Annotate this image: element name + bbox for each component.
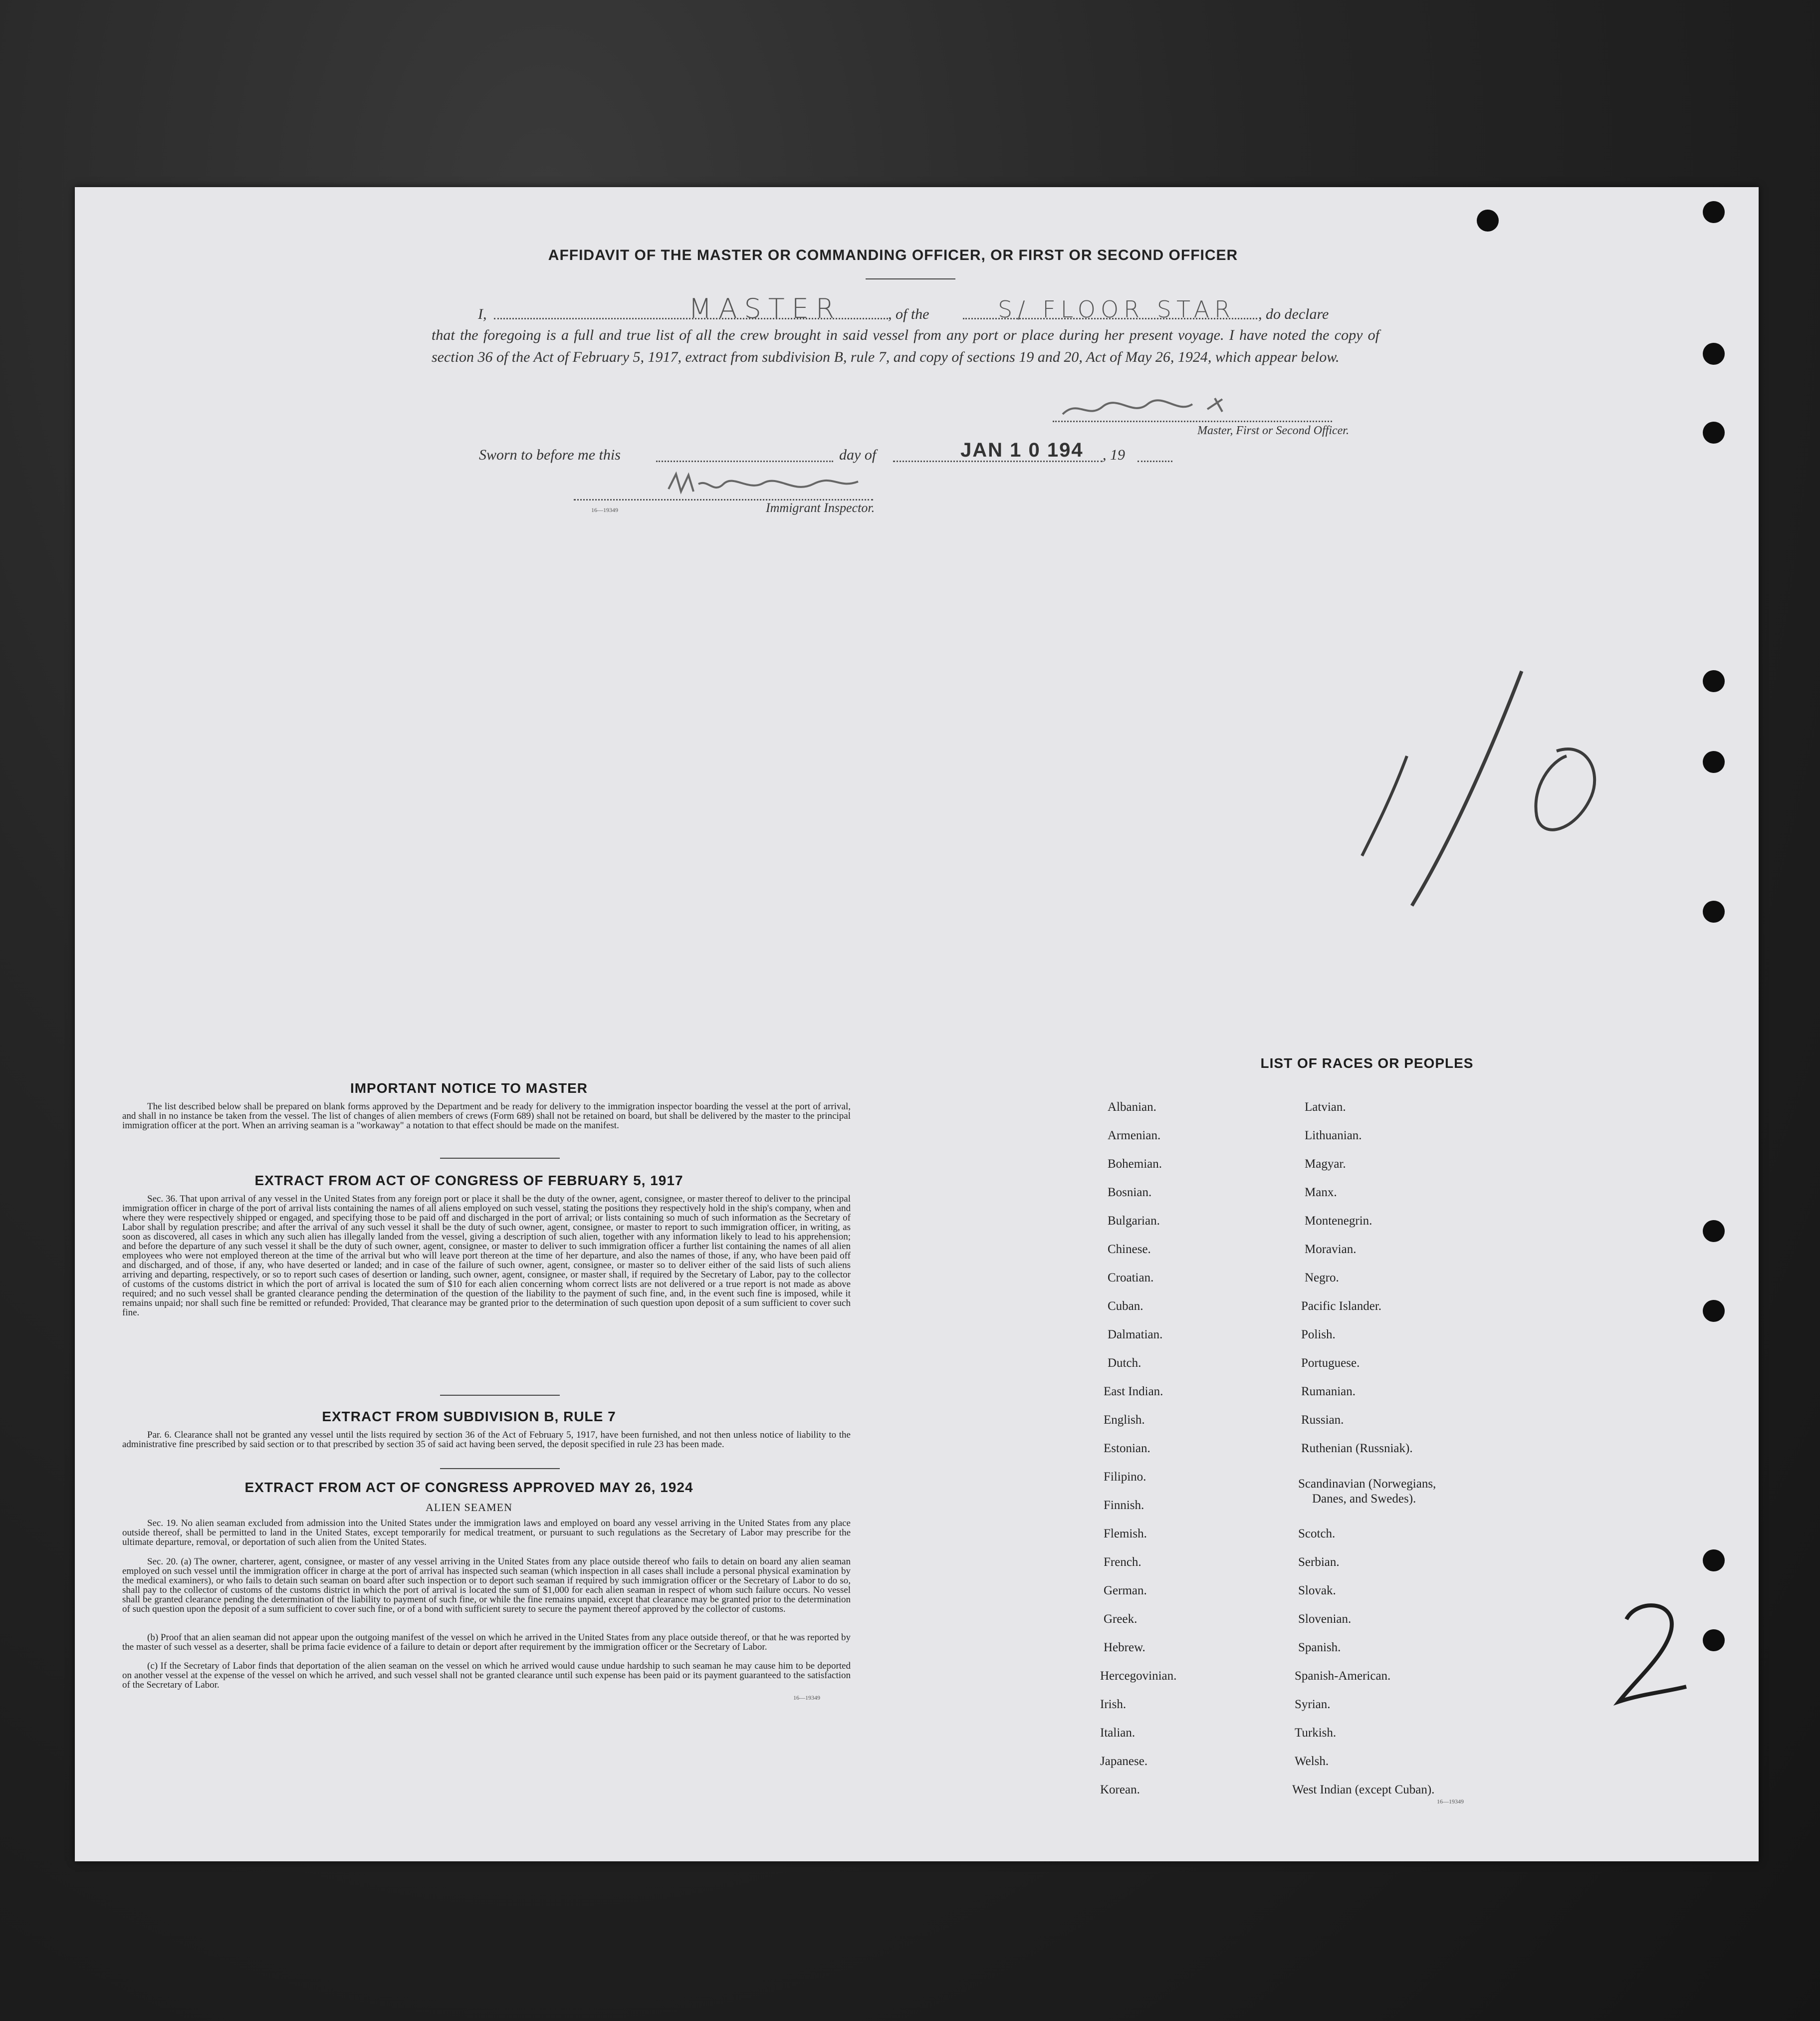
signature-line: [1053, 421, 1332, 422]
race-item: Ruthenian (Russniak).: [1301, 1442, 1413, 1455]
race-item: Turkish.: [1295, 1726, 1337, 1740]
race-item: Armenian.: [1108, 1129, 1161, 1142]
punch-hole: [1703, 1549, 1725, 1571]
signer-caption: Master, First or Second Officer.: [1197, 424, 1349, 437]
race-item: Russian.: [1301, 1413, 1344, 1427]
race-item: Korean.: [1100, 1783, 1140, 1796]
race-item: Scandinavian (Norwegians,: [1298, 1477, 1436, 1491]
races-title: LIST OF RACES OR PEOPLES: [1260, 1055, 1474, 1071]
race-item: Hebrew.: [1104, 1641, 1145, 1654]
subdivision-b-body: Par. 6. Clearance shall not be granted any vessel until the lists required by section 36 of the Act of February 5, 1917, have been furnished, and not then unless notice of liability to the administrative fine prescribed by said section or to that prescribed by section 35 of said act having been served, the deposit specified in rule 23 has been made.: [122, 1430, 851, 1450]
race-item: Bohemian.: [1108, 1157, 1162, 1171]
race-item: Estonian.: [1104, 1442, 1150, 1455]
race-item: Serbian.: [1298, 1555, 1340, 1569]
declaration-suffix: , do declare: [1258, 306, 1329, 322]
race-item: Chinese.: [1108, 1243, 1151, 1256]
race-item: Italian.: [1100, 1726, 1136, 1740]
sworn-day-line: [656, 461, 833, 462]
race-item: Albanian.: [1108, 1100, 1156, 1114]
race-item: Filipino.: [1104, 1470, 1146, 1484]
affidavit-title: AFFIDAVIT OF THE MASTER OR COMMANDING OFFICER, OR FIRST OR SECOND OFFICER: [548, 247, 1238, 263]
race-item: Greek.: [1104, 1612, 1138, 1626]
sec-20c-body: (c) If the Secretary of Labor finds that deportation of the alien seaman on the vessel on which he arrived would cause undue hardship to such seaman he may cause him to be deported on another vessel at the expense of the vessel on which he arrived, and such vessel shall not be granted clearance until such expense has been paid or its payment guaranteed to the satisfaction of the Secretary of Labor.: [122, 1661, 851, 1690]
race-item: Hercegovinian.: [1100, 1669, 1177, 1683]
punch-hole: [1703, 901, 1725, 923]
sworn-year: , 19: [1103, 447, 1125, 463]
punch-hole: [1703, 1629, 1725, 1651]
declaration-body: that the foregoing is a full and true list of all the crew brought in said vessel from any port or place during her present voyage. I have noted the copy of section 36 of the Act of February 5, 1917, extract from subdivision B, rule 7, and copy of sections 19 and 20, Act of May 26, 1924, which appear below.: [432, 327, 1379, 365]
race-item: Scotch.: [1298, 1527, 1336, 1540]
handwritten-vessel: S/ FLOOR STAR: [998, 296, 1235, 323]
section-rule: [440, 1468, 560, 1469]
form-number: 16—19349: [591, 506, 618, 513]
race-item: Rumanian.: [1301, 1385, 1356, 1398]
punch-hole: [1703, 751, 1725, 773]
declaration-prefix: I,: [478, 306, 487, 322]
race-item: Dalmatian.: [1108, 1328, 1163, 1341]
race-item: Latvian.: [1305, 1100, 1346, 1114]
punch-hole: [1703, 1220, 1725, 1242]
notice-body: The list described below shall be prepared on blank forms approved by the Department and be ready for delivery to the immigration inspector boarding the vessel at the port of arrival, and shall in no instance be taken from the vessel. The list of changes of alien members of crews (Form 689) shall not be retained on board, but shall be delivered by the master to the principal immigration officer at the port. When an arriving seaman is a "workaway" a notation to that effect should be made on the manifest.: [122, 1101, 851, 1131]
race-item: Magyar.: [1305, 1157, 1346, 1171]
document-page: [75, 187, 1759, 1861]
sec-19-body: Sec. 19. No alien seaman excluded from admission into the United States under the immigration laws and employed on board any vessel arriving in the United States from any place outside thereof, shall be permitted to land in the United States, except temporarily for medical treatment, or pursuant to such regulations as the Secretary of Labor may prescribe for the ultimate departure, removal, or deportation of such alien from the United States.: [122, 1518, 851, 1547]
sworn-day-label: day of: [839, 447, 877, 463]
race-item: English.: [1104, 1413, 1145, 1427]
race-item: Pacific Islander.: [1301, 1299, 1382, 1313]
race-item: Cuban.: [1108, 1299, 1143, 1313]
title-rule: [866, 278, 955, 279]
notice-title: IMPORTANT NOTICE TO MASTER: [350, 1080, 588, 1096]
race-item: Bosnian.: [1108, 1186, 1152, 1199]
race-item: Flemish.: [1104, 1527, 1147, 1540]
race-item: Irish.: [1100, 1698, 1127, 1711]
race-item: Bulgarian.: [1108, 1214, 1160, 1228]
race-item: Moravian.: [1305, 1243, 1357, 1256]
punch-hole: [1703, 343, 1725, 365]
race-item: Japanese.: [1100, 1755, 1148, 1768]
punch-hole: [1703, 201, 1725, 223]
race-item: Danes, and Swedes).: [1312, 1492, 1416, 1506]
punch-hole: [1477, 210, 1499, 232]
race-item: Welsh.: [1295, 1755, 1329, 1768]
section-rule: [440, 1158, 560, 1159]
sworn-prefix: Sworn to before me this: [479, 447, 621, 463]
race-item: Lithuanian.: [1305, 1129, 1362, 1142]
race-item: German.: [1104, 1584, 1147, 1597]
sworn-year-line: [1138, 461, 1172, 462]
form-number: 16—19349: [793, 1694, 820, 1701]
declaration-mid: , of the: [888, 306, 929, 322]
handwritten-page-number: [1611, 1594, 1691, 1709]
race-item: Spanish.: [1298, 1641, 1341, 1654]
master-signature: [1058, 389, 1292, 424]
extract-1917-body: Sec. 36. That upon arrival of any vessel in the United States from any foreign port or place it shall be the duty of the owner, agent, consignee, or master thereof to deliver to the principal immigration officer in charge of the port of arrival lists containing the names of all aliens employed on such vessel, stating the positions they respectively hold in the ship's company, when and where they were respectively shipped or engaged, and specifying those to be paid off and discharged in the port of arrival; or lists containing so much of such information as the Secretary of Labor shall by regulation prescribe; and after the arrival of any such vessel it shall be the duty of such owner, agent, consignee, or master to report to such immigration officer, in writing, as soon as discovered, all cases in which any such alien has illegally landed from the vessel, giving a description of such alien, together with any information likely to lead to his apprehension; and before the departure of any such vessel it shall be the duty of such owner, agent, consignee, or master to deliver to such immigration officer a further list containing the names of all alien employees who were not employed thereon at the time of the arrival but who will leave port thereon at the time of her departure, and also the names of those, if any, who have been paid off and discharged, and of those, if any, who have deserted or landed; and in case of the failure of such owner, agent, consignee, or master so to deliver either of the said lists of such aliens arriving and departing, respectively, or so to report such cases of desertion or landing, such owner, agent, consignee, or master shall, if required by the Secretary of Labor, pay to the collector of customs of the customs district in which the port of arrival is located the sum of $10 for each alien concerning whom correct lists are not delivered or a true report is not made as above required; and no such vessel shall be granted clearance pending the determination of the question of the liability to the payment of such fine, and, in the event such fine is imposed, while it remains unpaid; nor shall such fine be remitted or refunded: Provided, That clearance may be granted prior to the determination of such question upon deposit of a sum sufficient to cover such fine.: [122, 1194, 851, 1318]
subdivision-b-title: EXTRACT FROM SUBDIVISION B, RULE 7: [322, 1409, 616, 1424]
alien-seamen-subtitle: ALIEN SEAMEN: [426, 1501, 512, 1514]
date-stamp: JAN 1 0 194: [960, 439, 1084, 461]
race-item: Spanish-American.: [1295, 1669, 1391, 1683]
race-item: Montenegrin.: [1305, 1214, 1372, 1228]
sec-20a-body: Sec. 20. (a) The owner, charterer, agent, consignee, or master of any vessel arriving in the United States from any place outside thereof who fails to detain on board any alien seaman employed on such vessel until the immigration officer in charge at the port of arrival has inspected such seaman (which inspection in all cases shall include a personal physical examination by the medical examiners), or who fails to detain such seaman on board after such inspection or to deport such seaman if required by such immigration officer or the Secretary of Labor to do so, shall pay to the collector of customs of the customs district in which the port of arrival is located the sum of $1,000 for each alien seaman in respect of whom such failure occurs. No vessel shall be granted clearance pending the determination of the liability to payment of such fine, or while the fine remains unpaid, except that clearance may be granted prior to the determination of such question upon the deposit of a sum sufficient to cover such fine, or of a bond with sufficient surety to secure the payment thereof approved by the collector of customs.: [122, 1556, 851, 1614]
race-item: French.: [1104, 1555, 1141, 1569]
form-number: 16—19349: [1437, 1798, 1464, 1805]
race-item: Slovenian.: [1298, 1612, 1352, 1626]
race-item: West Indian (except Cuban).: [1292, 1783, 1435, 1796]
race-item: Slovak.: [1298, 1584, 1336, 1597]
race-item: Syrian.: [1295, 1698, 1331, 1711]
sec-20b-body: (b) Proof that an alien seaman did not appear upon the outgoing manifest of the vessel on which he arrived in the United States from any place outside thereof, or that he was reported by the master of such vessel as a deserter, shall be prima facie evidence of a failure to detain or deport after requirement by the immigration officer or the Secretary of Labor.: [122, 1632, 851, 1652]
race-item: Negro.: [1305, 1271, 1339, 1284]
inspector-caption: Immigrant Inspector.: [766, 501, 875, 515]
race-item: Manx.: [1305, 1186, 1337, 1199]
race-item: Finnish.: [1104, 1499, 1144, 1512]
section-rule: [440, 1395, 560, 1396]
race-item: Portuguese.: [1301, 1356, 1360, 1370]
punch-hole: [1703, 670, 1725, 692]
extract-1917-title: EXTRACT FROM ACT OF CONGRESS OF FEBRUARY 5, 1917: [254, 1173, 683, 1188]
handwritten-number-annotation: [1332, 666, 1651, 926]
race-item: East Indian.: [1104, 1385, 1163, 1398]
race-item: Polish.: [1301, 1328, 1336, 1341]
race-item: Dutch.: [1108, 1356, 1141, 1370]
extract-1924-title: EXTRACT FROM ACT OF CONGRESS APPROVED MAY 26, 1924: [244, 1480, 693, 1495]
handwritten-rank: MASTER: [688, 293, 842, 324]
punch-hole: [1703, 422, 1725, 444]
race-item: Croatian.: [1108, 1271, 1154, 1284]
punch-hole: [1703, 1300, 1725, 1322]
